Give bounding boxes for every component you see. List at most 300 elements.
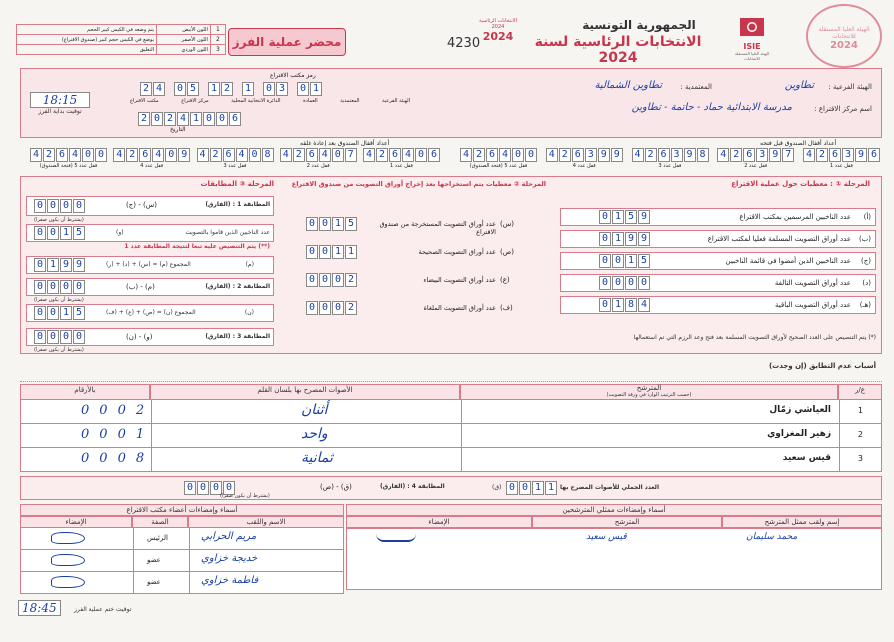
locks-before-label: أعداد أقفال الصندوق قبل فتحه <box>760 140 837 147</box>
lock-field <box>546 148 623 169</box>
digit-cell: 4 <box>69 148 81 162</box>
digit-cell: 0 <box>319 217 331 231</box>
member-signature <box>51 532 85 544</box>
digit-cell: 0 <box>306 217 318 231</box>
digit-cell: 0 <box>306 301 318 315</box>
stage2-value <box>306 273 357 287</box>
stage2-label: عدد أوراق التصويت البيضاء <box>423 276 496 284</box>
date-field <box>138 112 241 126</box>
stage2-value <box>306 301 357 315</box>
stage1-row <box>560 208 876 226</box>
office-code-sub-label: الدائرة الانتخابية المحلية <box>231 98 281 104</box>
lock-field <box>363 148 440 169</box>
lock-label: قفل عدد 1 <box>390 163 413 169</box>
digit-cell: 5 <box>345 217 357 231</box>
form-title-box: محضر عملية الفرز <box>228 28 346 56</box>
digit-cell: 2 <box>135 403 145 418</box>
digit-cell: 0 <box>249 148 261 162</box>
lock-value <box>803 148 880 162</box>
copy-color: اللون الأبيض <box>157 25 211 35</box>
digit-cell: 0 <box>34 330 46 344</box>
digit-cell: 0 <box>174 82 186 96</box>
digit-cell: 4 <box>197 148 209 162</box>
digit-cell: 0 <box>599 254 611 268</box>
end-time: 18:45 توقيت ختم عملية الفرز <box>18 600 158 622</box>
stage1-row <box>560 274 876 292</box>
digit-cell: 9 <box>611 148 623 162</box>
col-divider <box>461 448 462 472</box>
digit-cell: 0 <box>73 280 85 294</box>
digit-cell: 1 <box>60 226 72 240</box>
digit-cell: 3 <box>842 148 854 162</box>
copy-desc: يتم وضعه في الكيس كبير الحجم <box>17 25 157 35</box>
lock-label: قفل عدد 2 <box>744 163 768 169</box>
lock-value <box>30 148 107 162</box>
copy-desc: التعليق <box>17 45 157 55</box>
col-divider <box>133 572 134 594</box>
digit-cell: 0 <box>117 427 126 442</box>
digit-cell: 0 <box>332 148 344 162</box>
digit-cell: 4 <box>152 148 164 162</box>
copy-desc: يوضع في الكيس حجم كبير (صندوق الاقتراع) <box>17 35 157 45</box>
stage1-value <box>599 210 650 224</box>
office-code-sub-label: العمادة <box>303 98 318 104</box>
digit-cell: 2 <box>210 148 222 162</box>
copy-row <box>17 45 226 55</box>
locks-reopen-label: أعداد أقفال الصندوق بعد إعادة غلقه <box>300 140 390 147</box>
digit-cell: 4 <box>363 148 375 162</box>
digit-cell: 6 <box>572 148 584 162</box>
digit-cell: 0 <box>81 403 90 418</box>
digit-cell: 8 <box>625 298 637 312</box>
digit-cell: 0 <box>95 148 107 162</box>
lock-field <box>280 148 357 169</box>
region-row: الهيئة الفرعية : تطاوين المعتمدية : تطاوين الشمالية <box>594 80 872 91</box>
delegation-value: تطاوين الشمالية <box>594 80 662 91</box>
lock-label: قفل عدد 2 <box>306 163 330 169</box>
digit-cell: 4 <box>30 148 42 162</box>
lock-value <box>363 148 440 162</box>
n-sum-value <box>34 306 85 320</box>
presidential-2024-logo: الانتخابات الرئاسية 2024 2024 <box>478 18 518 43</box>
stage2-label: عدد أوراق التصويت الملغاة <box>423 304 496 312</box>
digit-cell: 0 <box>117 403 126 418</box>
digit-cell: 6 <box>658 148 670 162</box>
rep-name: محمد سليمان <box>746 532 798 542</box>
total-votes <box>506 481 557 495</box>
office-code-sub-label: المعتمدية <box>340 98 360 104</box>
office-code-sub-label: مركز الاقتراع <box>181 98 209 104</box>
digit-cell: 0 <box>519 481 531 495</box>
digit-cell: 0 <box>612 276 624 290</box>
stage2-row <box>286 216 546 234</box>
lock-label: قفل عدد 5 (فتحة الصندوق) <box>469 163 528 169</box>
result-words: ثمانية <box>301 450 333 466</box>
m3-value <box>34 330 85 344</box>
result-num: 2 <box>857 430 863 439</box>
digit-cell: 2 <box>140 82 152 96</box>
digit-cell: 6 <box>139 148 151 162</box>
stage1-rows <box>560 208 876 318</box>
digit-cell: 0 <box>210 481 222 495</box>
digit-cell: 1 <box>545 481 557 495</box>
digit-cell: 9 <box>60 258 72 272</box>
digit-cell: 8 <box>262 148 274 162</box>
digit-cell: 2 <box>164 112 176 126</box>
digit-cell: 1 <box>612 232 624 246</box>
digit-cell: 0 <box>99 451 108 466</box>
digit-cell: 0 <box>34 226 46 240</box>
office-code-group <box>140 82 165 96</box>
stage2-row <box>286 272 546 290</box>
stage1-label: عدد الناخبين الذين أمضوا في قائمة الناخبين <box>725 257 851 265</box>
member-role: عضو <box>147 556 161 564</box>
lock-field <box>717 148 794 169</box>
form-number: 4230 <box>447 36 481 51</box>
digit-cell: 0 <box>306 273 318 287</box>
result-digits <box>81 403 144 418</box>
digit-cell: 0 <box>297 82 309 96</box>
digit-cell: 6 <box>223 148 235 162</box>
copy-row <box>17 35 226 45</box>
stage2-code: (س) <box>500 220 515 228</box>
copy-row <box>17 25 226 35</box>
digit-cell: 6 <box>229 112 241 126</box>
digit-cell: 0 <box>47 280 59 294</box>
digit-cell: 4 <box>632 148 644 162</box>
digit-cell: 0 <box>415 148 427 162</box>
digit-cell: 4 <box>803 148 815 162</box>
stage1-value <box>599 298 650 312</box>
stage1-value <box>599 254 650 268</box>
stage1-row <box>560 296 876 314</box>
copy-color: اللون الوردي <box>157 45 211 55</box>
col-divider <box>189 550 190 572</box>
digit-cell: 9 <box>769 148 781 162</box>
digit-cell: 0 <box>34 258 46 272</box>
digit-cell: 2 <box>473 148 485 162</box>
copies-table <box>16 24 226 64</box>
stage2-title: المرحلة ② معطيات يتم استخراجها بعد إخراج أوراق التصويت من صندوق الاقتراع <box>291 180 546 188</box>
digit-cell: 2 <box>43 148 55 162</box>
result-digits <box>81 427 144 442</box>
digit-cell: 1 <box>310 82 322 96</box>
col-divider <box>133 528 134 550</box>
lock-field <box>803 148 880 169</box>
digit-cell: 1 <box>47 258 59 272</box>
mismatch-row: أسباب عدم التطابق (إن وجدت) <box>20 358 882 382</box>
digit-cell: 4 <box>717 148 729 162</box>
digit-cell: 0 <box>151 112 163 126</box>
digit-cell: 5 <box>638 254 650 268</box>
region-value: تطاوين <box>784 80 814 91</box>
digit-cell: 0 <box>81 427 90 442</box>
lock-field <box>460 148 537 169</box>
office-code-group <box>263 82 288 96</box>
digit-cell: 2 <box>645 148 657 162</box>
col-divider <box>839 400 840 424</box>
members-table: أسماء وإمضاءات أعضاء مكتب الاقتراع الاسم واللقب الصفة الإمضاء مريم الحرابي الرئيس خديجة خزاوي عضو فاطمة خزاوي عضو <box>20 504 344 600</box>
stage1-code: (أ) <box>863 213 871 221</box>
col-divider <box>151 400 152 424</box>
digit-cell: 0 <box>525 148 537 162</box>
m1-value <box>34 199 85 213</box>
digit-cell: 2 <box>138 112 150 126</box>
results-total: (ق) العدد الجملي للأصوات المصرح بها 0 0 1 1 0 0 0 0 (ص) - (ق) المطابقة 4 : (الفارق) (يشترط أن يكون صفرا) <box>20 474 882 502</box>
digit-cell: 0 <box>73 330 85 344</box>
digit-cell: 2 <box>559 148 571 162</box>
stage2-value <box>306 245 357 259</box>
member-signature <box>51 576 85 588</box>
country-title: الجمهورية التونسية <box>582 18 696 32</box>
result-words: واحد <box>301 426 328 442</box>
lock-value <box>546 148 623 162</box>
digit-cell: 0 <box>81 451 90 466</box>
digit-cell: 1 <box>332 245 344 259</box>
col-divider <box>461 400 462 424</box>
lock-field <box>30 148 107 169</box>
m-sum-value <box>34 258 85 272</box>
office-code-sub-label: الهيئة الفرعية <box>382 98 410 104</box>
stage1-label: عدد الناخبين المرسمين بمكتب الاقتراع <box>739 213 851 221</box>
stage2-label: عدد أوراق التصويت المستخرجة من صندوق الاقتراع <box>379 220 496 236</box>
digit-cell: 6 <box>868 148 880 162</box>
results-table: ع/ر المترشح (حسب الترتيب الوارد في ورقة التصويت) الأصوات المصرح بها بلسان القلم بالأرقام 1 العياشي زمّال أثنان 0 0 0 2 2 زهير المغزاوي واحد 0 0 0 1 3 قيس سعيد ثمانية 0 0 0 8 <box>20 384 882 472</box>
digit-cell: 0 <box>184 481 196 495</box>
digit-cell: 0 <box>599 210 611 224</box>
digit-cell: 4 <box>113 148 125 162</box>
office-code-sub-labels <box>130 98 410 104</box>
office-code-label: رمز مكتب الاقتراع <box>270 72 316 79</box>
digit-cell: 3 <box>671 148 683 162</box>
member-row <box>20 528 344 550</box>
reps-table: أسماء وإمضاءات ممثلي المترشحين إسم ولقب ممثل المترشح المترشح الإمضاء محمد سليمان قيس سعيد <box>346 504 882 590</box>
digit-cell: 1 <box>242 82 254 96</box>
digit-cell: 0 <box>34 280 46 294</box>
rep-candidate: قيس سعيد <box>586 532 627 542</box>
digit-cell: 1 <box>190 112 202 126</box>
digit-cell: 6 <box>829 148 841 162</box>
digit-cell: 4 <box>236 148 248 162</box>
center-row: اسم مركز الاقتراع : مدرسة الابتدائية حماد - حاتمة - تطاوين <box>631 102 872 113</box>
digit-cell: 0 <box>223 481 235 495</box>
result-candidate: زهير المغزاوي <box>767 429 831 439</box>
digit-cell: 6 <box>306 148 318 162</box>
stage2-rows <box>286 216 546 328</box>
digit-cell: 0 <box>506 481 518 495</box>
digit-cell: 6 <box>389 148 401 162</box>
digit-cell: 1 <box>612 210 624 224</box>
stage1-row <box>560 230 876 248</box>
end-time-value: 18:45 <box>18 600 61 616</box>
digit-cell: 2 <box>376 148 388 162</box>
digit-cell: 0 <box>47 330 59 344</box>
m2-value <box>34 280 85 294</box>
lock-label: قفل عدد 4 <box>140 163 164 169</box>
digit-cell: 0 <box>73 199 85 213</box>
member-name: مريم الحرابي <box>201 531 257 542</box>
digit-cell: 3 <box>276 82 288 96</box>
result-num: 1 <box>857 406 863 415</box>
digit-cell: 0 <box>599 232 611 246</box>
member-role: الرئيس <box>147 534 168 542</box>
digit-cell: 0 <box>47 226 59 240</box>
digit-cell: 6 <box>56 148 68 162</box>
lock-field <box>113 148 190 169</box>
stage1-row <box>560 252 876 270</box>
office-code <box>140 82 322 96</box>
digit-cell: 4 <box>460 148 472 162</box>
digit-cell: 0 <box>34 306 46 320</box>
lock-label: قفل عدد 3 <box>223 163 247 169</box>
member-signature <box>51 554 85 566</box>
digit-cell: 0 <box>625 276 637 290</box>
member-role: عضو <box>147 578 161 586</box>
stage1-value <box>599 232 650 246</box>
digit-cell: 3 <box>756 148 768 162</box>
office-code-group <box>242 82 254 96</box>
digit-cell: 5 <box>625 210 637 224</box>
digit-cell: 8 <box>697 148 709 162</box>
digit-cell: 2 <box>816 148 828 162</box>
copy-num: 3 <box>210 45 225 55</box>
office-code-sub-label: مكتب الاقتراع <box>130 98 159 104</box>
digit-cell: 7 <box>782 148 794 162</box>
digit-cell: 0 <box>216 112 228 126</box>
digit-cell: 4 <box>499 148 511 162</box>
lock-label: قفل عدد 3 <box>658 163 682 169</box>
date-label: التاريخ <box>170 126 186 133</box>
digit-cell: 7 <box>345 148 357 162</box>
digit-cell: 2 <box>126 148 138 162</box>
copy-num: 2 <box>210 35 225 45</box>
digit-cell: 2 <box>730 148 742 162</box>
center-value: مدرسة الابتدائية حماد - حاتمة - تطاوين <box>631 102 792 113</box>
digit-cell: 0 <box>319 301 331 315</box>
digit-cell: 0 <box>47 199 59 213</box>
digit-cell: 0 <box>197 481 209 495</box>
lock-label: قفل عدد 4 <box>572 163 596 169</box>
digit-cell: 0 <box>512 148 524 162</box>
lock-value <box>280 148 357 162</box>
copy-num: 1 <box>210 25 225 35</box>
digit-cell: 1 <box>60 306 72 320</box>
digit-cell: 2 <box>293 148 305 162</box>
locks-reopen <box>30 148 440 169</box>
digit-cell: 8 <box>135 451 145 466</box>
lock-value <box>197 148 274 162</box>
digit-cell: 0 <box>638 276 650 290</box>
digit-cell: 0 <box>99 427 108 442</box>
digit-cell: 4 <box>319 148 331 162</box>
digit-cell: 1 <box>532 481 544 495</box>
digit-cell: 0 <box>60 330 72 344</box>
digit-cell: 4 <box>153 82 165 96</box>
lock-label: قفل عدد 1 <box>830 163 853 169</box>
lock-value <box>632 148 709 162</box>
digit-cell: 6 <box>743 148 755 162</box>
digit-cell: 0 <box>263 82 275 96</box>
col-divider <box>189 572 190 594</box>
digit-cell: 4 <box>280 148 292 162</box>
stage1-label: عدد أوراق التصويت المسلمة فعليا لمكتب الاقتراع <box>707 235 851 243</box>
tunisia-flag-icon <box>732 16 772 38</box>
col-divider <box>133 550 134 572</box>
rep-signature <box>376 534 416 542</box>
member-row <box>20 550 344 572</box>
result-words: أثنان <box>301 402 328 418</box>
col-divider <box>151 424 152 448</box>
voters-value <box>34 226 85 240</box>
digit-cell: 9 <box>178 148 190 162</box>
digit-cell: 9 <box>598 148 610 162</box>
digit-cell: 5 <box>73 226 85 240</box>
stage1-title: المرحلة ① : معطيات حول عملية الاقتراع <box>731 180 870 188</box>
digit-cell: 1 <box>135 427 145 442</box>
digit-cell: 9 <box>855 148 867 162</box>
office-code-group <box>208 82 233 96</box>
result-row <box>20 448 882 472</box>
digit-cell: 9 <box>638 232 650 246</box>
digit-cell: 1 <box>612 298 624 312</box>
stage2-value <box>306 217 357 231</box>
digit-cell: 4 <box>177 112 189 126</box>
stage3-title: المرحلة ③ المطابقات <box>200 180 274 188</box>
stage1-note: (*) يتم التنصيص على العدد الصحيح لأوراق التصويت المسلمة بعد فتح وعد الرزم التي تم استعمالها <box>633 334 876 341</box>
digit-cell: 0 <box>319 273 331 287</box>
stage1-code: (هـ) <box>859 301 871 309</box>
digit-cell: 0 <box>599 298 611 312</box>
col-divider <box>839 424 840 448</box>
digit-cell: 2 <box>345 301 357 315</box>
result-num: 3 <box>857 454 863 463</box>
stage2-row <box>286 244 546 262</box>
result-digits <box>81 451 144 466</box>
col-divider <box>839 448 840 472</box>
digit-cell: 0 <box>117 451 126 466</box>
member-row <box>20 572 344 594</box>
digit-cell: 2 <box>221 82 233 96</box>
digit-cell: 4 <box>638 298 650 312</box>
col-divider <box>461 424 462 448</box>
office-code-group <box>174 82 199 96</box>
member-name: فاطمة خزاوي <box>201 575 259 586</box>
digit-cell: 1 <box>625 254 637 268</box>
stage3-panel: 0 0 0 0 (ج) - (س) المطابقة 1 : (الفارق) (يشترط أن يكون صفرا) 0 0 1 5 (و) عدد الناخبين الذين قاموا بالتصويت (**) يتم التنصيص عليه تبعا لنتيجة المطابقة عدد 1 0 1 9 9 المجموع (م) = (س) + (د) + (ر) (م) 0 0 0 0 (ب) - (م) المطابقة 2 : (الفارق) (يشترط أن يكون صفرا) 0 0 1 5 المجموع (ن) = (ص) + (ع) + (ف) (ن) 0 0 0 0 (ن) - (و) المطابقة 3 : (الفارق) (يشترط أن يكون صفرا) <box>26 190 274 350</box>
stage1-code: (ج) <box>861 257 871 265</box>
isie-logo: ISIE الهيئة العليا المستقلة للانتخابات <box>728 16 776 60</box>
digit-cell: 0 <box>165 148 177 162</box>
lock-value <box>460 148 537 162</box>
stage1-code: (د) <box>862 279 871 287</box>
stage2-code: (ع) <box>500 276 510 284</box>
digit-cell: 1 <box>208 82 220 96</box>
digit-cell: 0 <box>319 245 331 259</box>
lock-field <box>197 148 274 169</box>
digit-cell: 9 <box>684 148 696 162</box>
stage1-label: عدد أوراق التصويت الباقية <box>775 301 851 309</box>
digit-cell: 2 <box>345 273 357 287</box>
col-divider <box>151 448 152 472</box>
start-time-value: 18:15 <box>30 92 90 108</box>
digit-cell: 3 <box>585 148 597 162</box>
result-candidate: العياشي زمّال <box>769 405 831 415</box>
result-row <box>20 400 882 424</box>
stage2-code: (ف) <box>500 304 513 312</box>
locks-before <box>460 148 880 169</box>
official-stamp: الهيئة العليا المستقلة للانتخابات 2024 <box>806 4 882 68</box>
stage2-row <box>286 300 546 318</box>
